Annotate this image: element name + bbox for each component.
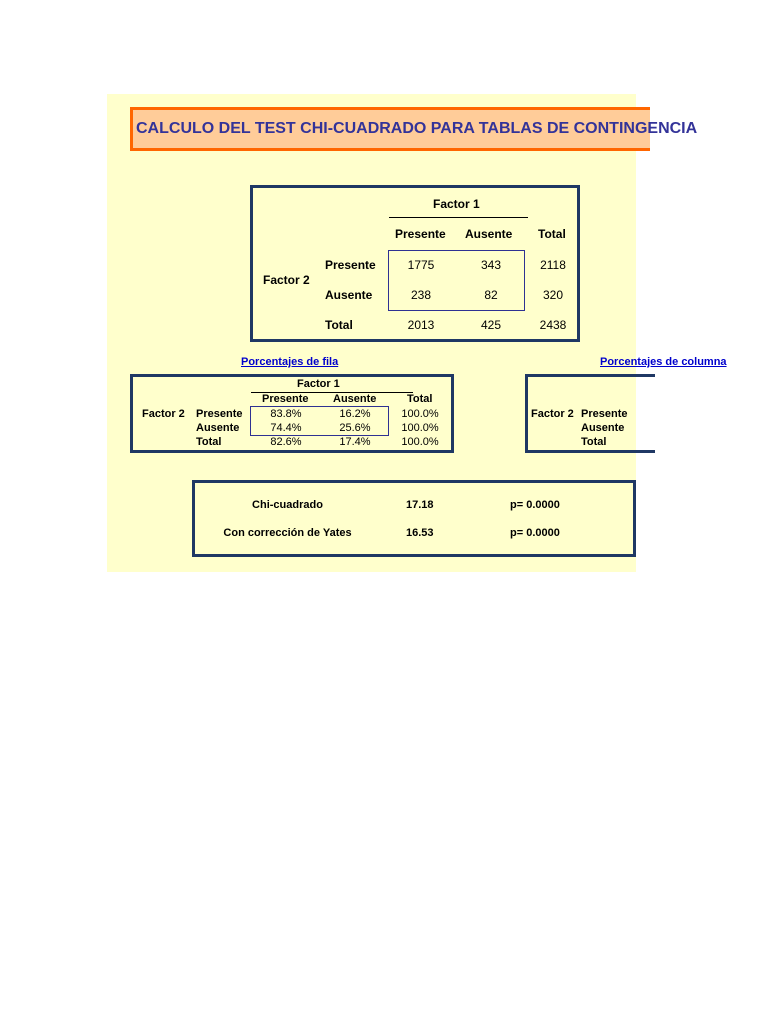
cell-value: 2013	[407, 318, 435, 332]
col-header-total: Total	[538, 227, 566, 241]
pct-cell: 82.6%	[270, 436, 302, 448]
pct-row-label-ausente: Ausente	[196, 422, 240, 434]
cell-value: 425	[480, 318, 502, 332]
cell-value: 1775	[407, 258, 435, 272]
chi-square-results	[192, 480, 636, 557]
page-title: CALCULO DEL TEST CHI-CUADRADO PARA TABLAS DE CONTINGENCIA	[136, 120, 698, 137]
cell-value: 2118	[540, 258, 566, 272]
colpct-row-label-ausente: Ausente	[581, 422, 625, 434]
spreadsheet-area	[107, 94, 727, 572]
yates-value: 16.53	[406, 527, 434, 539]
chi-square-label: Chi-cuadrado	[252, 499, 323, 511]
row-percentages-table	[130, 374, 454, 453]
col-factor-underline	[389, 217, 528, 218]
cell-value: 82	[484, 288, 498, 302]
pct-row-label-total: Total	[196, 436, 222, 448]
yates-label: Con corrección de Yates	[223, 527, 352, 539]
contingency-table	[250, 185, 580, 342]
row-label-total: Total	[325, 318, 353, 332]
cell-value: 320	[542, 288, 564, 302]
pct-row-label-presente: Presente	[196, 408, 243, 420]
pct-row-factor-label: Factor 2	[142, 408, 185, 420]
row-label-presente: Presente	[325, 258, 376, 272]
col-header-presente: Presente	[395, 227, 446, 241]
chi-square-value: 17.18	[406, 499, 434, 511]
column-percentages-table	[525, 374, 655, 453]
row-percentages-link[interactable]: Porcentajes de fila	[241, 356, 339, 368]
pct-col-header-presente: Presente	[262, 393, 309, 405]
pct-cell: 74.4%	[270, 422, 302, 434]
pct-col-header-ausente: Ausente	[333, 393, 377, 405]
cell-value: 238	[410, 288, 432, 302]
colpct-row-factor-label: Factor 2	[531, 408, 574, 420]
colpct-row-label-presente: Presente	[581, 408, 628, 420]
row-factor-label: Factor 2	[263, 273, 310, 287]
col-factor-label: Factor 1	[433, 197, 480, 211]
pct-cell: 17.4%	[339, 436, 371, 448]
pct-col-header-total: Total	[407, 393, 433, 405]
pct-col-factor-label: Factor 1	[297, 378, 340, 390]
pct-cell: 100.0%	[401, 422, 439, 434]
cell-value: 343	[480, 258, 502, 272]
column-percentages-link[interactable]: Porcentajes de columna	[600, 356, 727, 368]
pct-cell: 16.2%	[339, 408, 371, 420]
chi-square-p-value: p= 0.0000	[510, 499, 560, 511]
col-header-ausente: Ausente	[465, 227, 513, 241]
pct-cell: 100.0%	[401, 436, 439, 448]
title-banner	[130, 107, 698, 151]
pct-cell: 100.0%	[401, 408, 439, 420]
row-label-ausente: Ausente	[325, 288, 373, 302]
colpct-row-label-total: Total	[581, 436, 607, 448]
pct-cell: 25.6%	[339, 422, 371, 434]
pct-cell: 83.8%	[270, 408, 302, 420]
cell-value: 2438	[539, 318, 567, 332]
yates-p-value: p= 0.0000	[510, 527, 560, 539]
